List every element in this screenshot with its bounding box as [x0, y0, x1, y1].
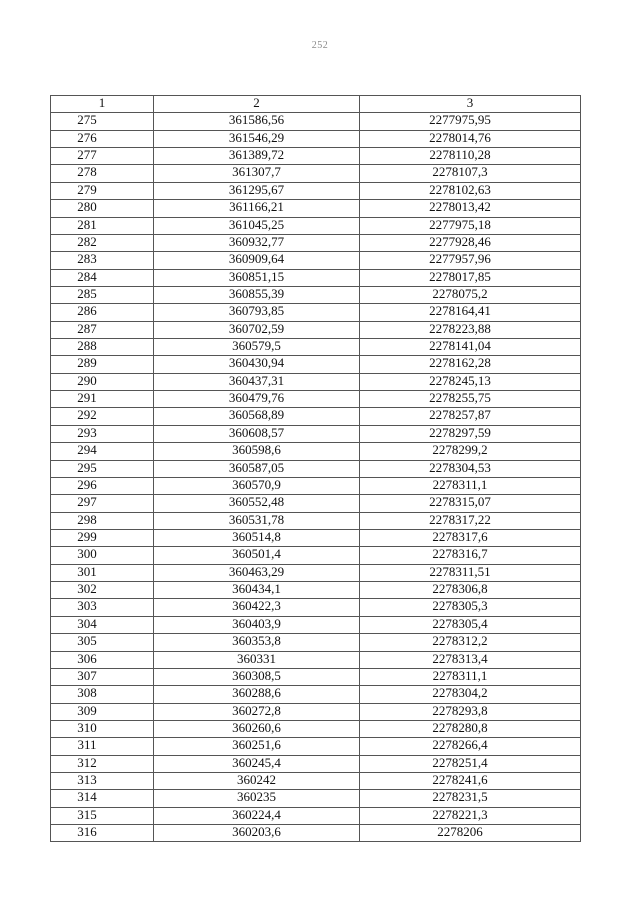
point-number-cell: 279 [51, 182, 154, 199]
table-row [51, 148, 581, 165]
table-row [51, 373, 581, 390]
x-coordinate-cell: 360308,5 [154, 668, 360, 685]
y-coordinate-cell: 2278245,13 [360, 373, 581, 390]
point-number-cell: 296 [51, 477, 154, 494]
table-row [51, 703, 581, 720]
table-row [51, 651, 581, 668]
table-row [51, 304, 581, 321]
table-row [51, 495, 581, 512]
x-coordinate-cell: 360331 [154, 651, 360, 668]
x-coordinate-cell: 360224,4 [154, 807, 360, 824]
y-coordinate-cell: 2278017,85 [360, 269, 581, 286]
table-row [51, 113, 581, 130]
table-row [51, 356, 581, 373]
point-number-cell: 311 [51, 738, 154, 755]
point-number-cell: 295 [51, 460, 154, 477]
point-number-cell: 283 [51, 252, 154, 269]
table-row [51, 217, 581, 234]
y-coordinate-cell: 2278206 [360, 825, 581, 842]
x-coordinate-cell: 360203,6 [154, 825, 360, 842]
y-coordinate-cell: 2278317,22 [360, 512, 581, 529]
x-coordinate-cell: 360434,1 [154, 582, 360, 599]
table-row [51, 512, 581, 529]
x-coordinate-cell: 360598,6 [154, 443, 360, 460]
x-coordinate-cell: 360463,29 [154, 564, 360, 581]
coordinates-table [50, 95, 581, 842]
y-coordinate-cell: 2278221,3 [360, 807, 581, 824]
point-number-cell: 281 [51, 217, 154, 234]
table-body [51, 113, 581, 842]
x-coordinate-cell: 361295,67 [154, 182, 360, 199]
point-number-cell: 277 [51, 148, 154, 165]
point-number-cell: 276 [51, 130, 154, 147]
x-coordinate-cell: 360552,48 [154, 495, 360, 512]
table-row [51, 339, 581, 356]
y-coordinate-cell: 2278013,42 [360, 200, 581, 217]
column-header-2: 2 [154, 96, 360, 113]
point-number-cell: 290 [51, 373, 154, 390]
table-row [51, 634, 581, 651]
y-coordinate-cell: 2278241,6 [360, 773, 581, 790]
table-row [51, 686, 581, 703]
table-row [51, 425, 581, 442]
y-coordinate-cell: 2278107,3 [360, 165, 581, 182]
x-coordinate-cell: 361586,56 [154, 113, 360, 130]
table-row [51, 616, 581, 633]
x-coordinate-cell: 360430,94 [154, 356, 360, 373]
x-coordinate-cell: 361166,21 [154, 200, 360, 217]
point-number-cell: 282 [51, 234, 154, 251]
table-header-row [51, 96, 581, 113]
point-number-cell: 291 [51, 391, 154, 408]
table-row [51, 720, 581, 737]
y-coordinate-cell: 2278014,76 [360, 130, 581, 147]
point-number-cell: 293 [51, 425, 154, 442]
point-number-cell: 304 [51, 616, 154, 633]
x-coordinate-cell: 360479,76 [154, 391, 360, 408]
x-coordinate-cell: 360353,8 [154, 634, 360, 651]
y-coordinate-cell: 2278141,04 [360, 339, 581, 356]
table-row [51, 668, 581, 685]
x-coordinate-cell: 361546,29 [154, 130, 360, 147]
x-coordinate-cell: 361307,7 [154, 165, 360, 182]
y-coordinate-cell: 2278299,2 [360, 443, 581, 460]
x-coordinate-cell: 360422,3 [154, 599, 360, 616]
x-coordinate-cell: 360242 [154, 773, 360, 790]
point-number-cell: 312 [51, 755, 154, 772]
table-row [51, 477, 581, 494]
table-row [51, 529, 581, 546]
x-coordinate-cell: 361389,72 [154, 148, 360, 165]
table-row [51, 286, 581, 303]
x-coordinate-cell: 360272,8 [154, 703, 360, 720]
y-coordinate-cell: 2277957,96 [360, 252, 581, 269]
table-row [51, 807, 581, 824]
x-coordinate-cell: 360608,57 [154, 425, 360, 442]
table-row [51, 182, 581, 199]
x-coordinate-cell: 360251,6 [154, 738, 360, 755]
x-coordinate-cell: 360531,78 [154, 512, 360, 529]
y-coordinate-cell: 2278280,8 [360, 720, 581, 737]
point-number-cell: 303 [51, 599, 154, 616]
point-number-cell: 297 [51, 495, 154, 512]
table-row [51, 460, 581, 477]
x-coordinate-cell: 360403,9 [154, 616, 360, 633]
table-row [51, 321, 581, 338]
point-number-cell: 298 [51, 512, 154, 529]
x-coordinate-cell: 360793,85 [154, 304, 360, 321]
point-number-cell: 316 [51, 825, 154, 842]
y-coordinate-cell: 2278306,8 [360, 582, 581, 599]
page-number: 252 [311, 40, 329, 51]
point-number-cell: 301 [51, 564, 154, 581]
y-coordinate-cell: 2278313,4 [360, 651, 581, 668]
y-coordinate-cell: 2277928,46 [360, 234, 581, 251]
y-coordinate-cell: 2277975,18 [360, 217, 581, 234]
table-row [51, 234, 581, 251]
point-number-cell: 314 [51, 790, 154, 807]
y-coordinate-cell: 2278311,1 [360, 477, 581, 494]
table-row [51, 252, 581, 269]
table-row [51, 165, 581, 182]
point-number-cell: 302 [51, 582, 154, 599]
x-coordinate-cell: 360851,15 [154, 269, 360, 286]
point-number-cell: 294 [51, 443, 154, 460]
x-coordinate-cell: 360514,8 [154, 529, 360, 546]
y-coordinate-cell: 2278164,41 [360, 304, 581, 321]
point-number-cell: 292 [51, 408, 154, 425]
x-coordinate-cell: 361045,25 [154, 217, 360, 234]
column-header-3: 3 [360, 96, 581, 113]
point-number-cell: 286 [51, 304, 154, 321]
point-number-cell: 287 [51, 321, 154, 338]
y-coordinate-cell: 2278316,7 [360, 547, 581, 564]
x-coordinate-cell: 360909,64 [154, 252, 360, 269]
point-number-cell: 305 [51, 634, 154, 651]
table-row [51, 547, 581, 564]
x-coordinate-cell: 360579,5 [154, 339, 360, 356]
y-coordinate-cell: 2278312,2 [360, 634, 581, 651]
y-coordinate-cell: 2278257,87 [360, 408, 581, 425]
point-number-cell: 308 [51, 686, 154, 703]
point-number-cell: 284 [51, 269, 154, 286]
y-coordinate-cell: 2278315,07 [360, 495, 581, 512]
x-coordinate-cell: 360570,9 [154, 477, 360, 494]
x-coordinate-cell: 360501,4 [154, 547, 360, 564]
table-row [51, 408, 581, 425]
table-row [51, 130, 581, 147]
y-coordinate-cell: 2278110,28 [360, 148, 581, 165]
point-number-cell: 278 [51, 165, 154, 182]
table-row [51, 582, 581, 599]
y-coordinate-cell: 2278293,8 [360, 703, 581, 720]
point-number-cell: 275 [51, 113, 154, 130]
y-coordinate-cell: 2278304,53 [360, 460, 581, 477]
x-coordinate-cell: 360437,31 [154, 373, 360, 390]
x-coordinate-cell: 360260,6 [154, 720, 360, 737]
y-coordinate-cell: 2278266,4 [360, 738, 581, 755]
point-number-cell: 315 [51, 807, 154, 824]
x-coordinate-cell: 360568,89 [154, 408, 360, 425]
point-number-cell: 280 [51, 200, 154, 217]
table-row [51, 599, 581, 616]
table-row [51, 391, 581, 408]
point-number-cell: 310 [51, 720, 154, 737]
x-coordinate-cell: 360587,05 [154, 460, 360, 477]
y-coordinate-cell: 2278305,4 [360, 616, 581, 633]
x-coordinate-cell: 360245,4 [154, 755, 360, 772]
point-number-cell: 285 [51, 286, 154, 303]
table-row [51, 269, 581, 286]
point-number-cell: 299 [51, 529, 154, 546]
y-coordinate-cell: 2278305,3 [360, 599, 581, 616]
y-coordinate-cell: 2278251,4 [360, 755, 581, 772]
y-coordinate-cell: 2278297,59 [360, 425, 581, 442]
table-row [51, 825, 581, 842]
y-coordinate-cell: 2278311,51 [360, 564, 581, 581]
y-coordinate-cell: 2278304,2 [360, 686, 581, 703]
column-header-1: 1 [51, 96, 154, 113]
y-coordinate-cell: 2278255,75 [360, 391, 581, 408]
point-number-cell: 306 [51, 651, 154, 668]
x-coordinate-cell: 360855,39 [154, 286, 360, 303]
point-number-cell: 289 [51, 356, 154, 373]
table-row [51, 755, 581, 772]
x-coordinate-cell: 360932,77 [154, 234, 360, 251]
y-coordinate-cell: 2278075,2 [360, 286, 581, 303]
x-coordinate-cell: 360235 [154, 790, 360, 807]
y-coordinate-cell: 2278162,28 [360, 356, 581, 373]
table-row [51, 773, 581, 790]
point-number-cell: 288 [51, 339, 154, 356]
x-coordinate-cell: 360702,59 [154, 321, 360, 338]
table-row [51, 200, 581, 217]
table-row [51, 564, 581, 581]
y-coordinate-cell: 2278317,6 [360, 529, 581, 546]
table-row [51, 443, 581, 460]
point-number-cell: 309 [51, 703, 154, 720]
y-coordinate-cell: 2278102,63 [360, 182, 581, 199]
table-row [51, 738, 581, 755]
y-coordinate-cell: 2278231,5 [360, 790, 581, 807]
y-coordinate-cell: 2278223,88 [360, 321, 581, 338]
x-coordinate-cell: 360288,6 [154, 686, 360, 703]
point-number-cell: 313 [51, 773, 154, 790]
table-row [51, 790, 581, 807]
point-number-cell: 300 [51, 547, 154, 564]
y-coordinate-cell: 2278311,1 [360, 668, 581, 685]
point-number-cell: 307 [51, 668, 154, 685]
y-coordinate-cell: 2277975,95 [360, 113, 581, 130]
